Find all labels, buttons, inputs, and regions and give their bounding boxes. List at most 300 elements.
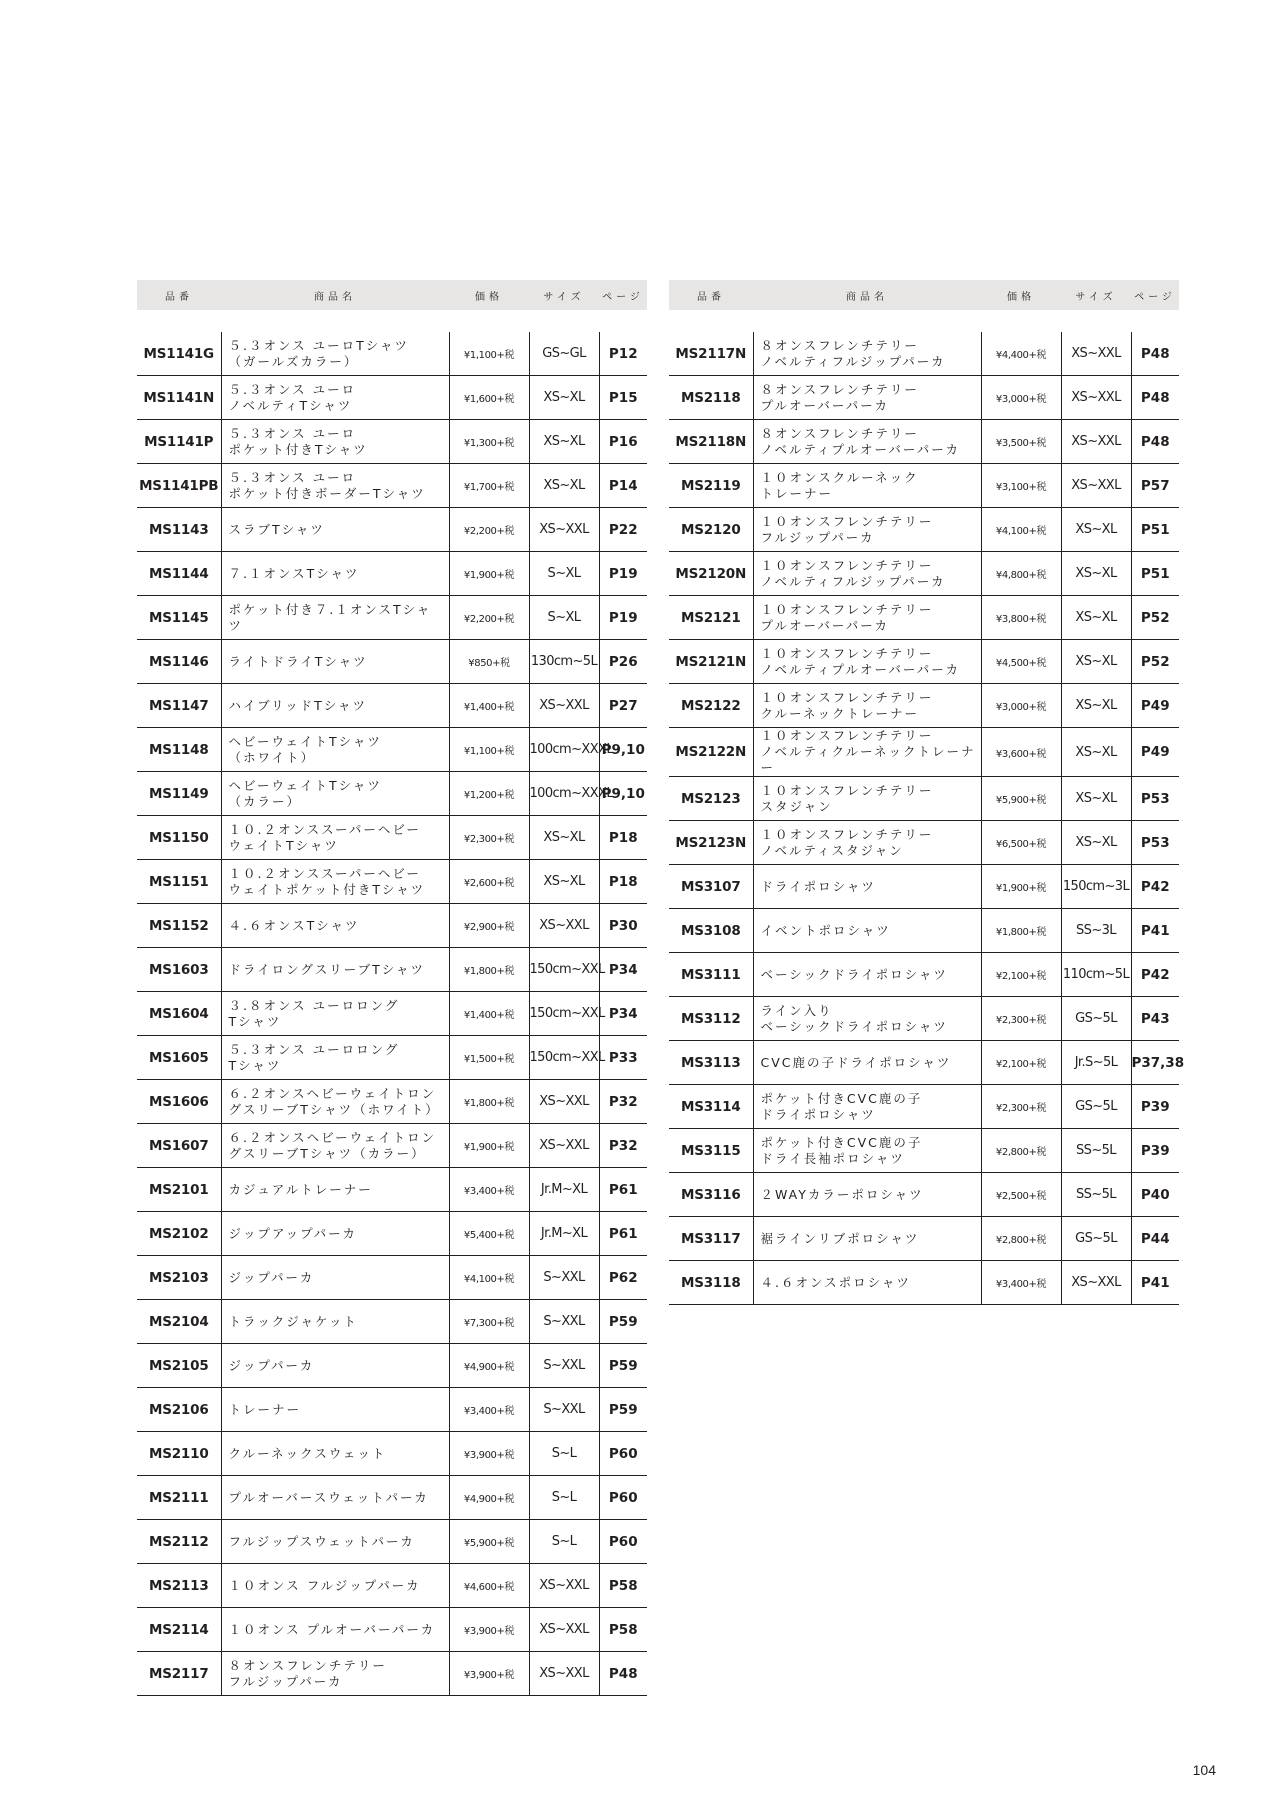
page-ref-cell: P48 [1131, 376, 1179, 420]
header-code: 品番 [137, 280, 221, 321]
price-cell: ¥1,500+税 [449, 1036, 529, 1080]
page-ref-cell: P60 [599, 1520, 647, 1564]
product-code-cell: MS3117 [669, 1217, 753, 1261]
product-name-cell: ポケット付き７.１オンスTシャ ツ [221, 596, 449, 640]
product-name-cell: ５.３オンス ユーロ ポケット付きTシャツ [221, 420, 449, 464]
page-ref-cell: P40 [1131, 1173, 1179, 1217]
product-name-cell: ポケット付きCVC鹿の子 ドライポロシャツ [753, 1085, 981, 1129]
product-code-cell: MS1607 [137, 1124, 221, 1168]
table-row [669, 865, 1179, 909]
size-cell: GS~5L [1061, 1217, 1131, 1261]
size-cell: XS~XL [1061, 777, 1131, 821]
price-cell: ¥1,900+税 [449, 1124, 529, 1168]
table-row [669, 953, 1179, 997]
table-row [669, 1217, 1179, 1261]
table-row [137, 321, 647, 376]
price-cell: ¥3,400+税 [981, 1261, 1061, 1305]
product-name-cell: ５.３オンス ユーロ ノベルティTシャツ [221, 376, 449, 420]
page-ref-cell: P22 [599, 508, 647, 552]
product-name-cell: カジュアルトレーナー [221, 1168, 449, 1212]
price-cell: ¥2,100+税 [981, 1041, 1061, 1085]
price-cell: ¥2,800+税 [981, 1129, 1061, 1173]
price-cell: ¥3,400+税 [449, 1168, 529, 1212]
price-cell: ¥3,500+税 [981, 420, 1061, 464]
table-row [137, 1300, 647, 1344]
product-code-cell: MS2103 [137, 1256, 221, 1300]
product-name-cell: ５.３オンス ユーロTシャツ （ガールズカラー） [221, 321, 449, 376]
price-cell: ¥5,400+税 [449, 1212, 529, 1256]
price-cell: ¥6,500+税 [981, 821, 1061, 865]
page-ref-cell: P44 [1131, 1217, 1179, 1261]
product-code-cell: MS1143 [137, 508, 221, 552]
product-name-cell: １０オンスフレンチテリー ノベルティクルーネックトレーナー [753, 728, 981, 777]
page-ref-cell: P52 [1131, 640, 1179, 684]
price-cell: ¥1,400+税 [449, 992, 529, 1036]
page-ref-cell: P42 [1131, 865, 1179, 909]
price-cell: ¥3,400+税 [449, 1388, 529, 1432]
product-code-cell: MS2104 [137, 1300, 221, 1344]
table-row [137, 596, 647, 640]
table-row [669, 552, 1179, 596]
page-ref-cell: P19 [599, 552, 647, 596]
price-cell: ¥3,000+税 [981, 376, 1061, 420]
product-code-cell: MS1604 [137, 992, 221, 1036]
price-cell: ¥2,300+税 [981, 1085, 1061, 1129]
product-name-cell: ６.２オンスヘビーウェイトロン グスリーブTシャツ（カラー） [221, 1124, 449, 1168]
product-name-cell: クルーネックスウェット [221, 1432, 449, 1476]
table-row [137, 1212, 647, 1256]
page-ref-cell: P41 [1131, 1261, 1179, 1305]
price-cell: ¥3,900+税 [449, 1608, 529, 1652]
table-row [137, 1432, 647, 1476]
header-price: 価格 [981, 280, 1061, 321]
product-name-cell: ライン入り ベーシックドライポロシャツ [753, 997, 981, 1041]
product-name-cell: トレーナー [221, 1388, 449, 1432]
product-name-cell: スラブTシャツ [221, 508, 449, 552]
page-ref-cell: P14 [599, 464, 647, 508]
product-name-cell: １０オンスクルーネック トレーナー [753, 464, 981, 508]
page-number: 104 [1192, 1762, 1216, 1778]
price-cell: ¥4,400+税 [981, 321, 1061, 376]
product-name-cell: ドライロングスリーブTシャツ [221, 948, 449, 992]
product-code-cell: MS2106 [137, 1388, 221, 1432]
table-row [669, 376, 1179, 420]
product-code-cell: MS2121 [669, 596, 753, 640]
product-code-cell: MS2118 [669, 376, 753, 420]
product-code-cell: MS2118N [669, 420, 753, 464]
page-ref-cell: P9,10 [599, 728, 647, 772]
table-row [137, 1344, 647, 1388]
size-cell: S~L [529, 1432, 599, 1476]
page-ref-cell: P39 [1131, 1129, 1179, 1173]
product-name-cell: ５.３オンス ユーロ ポケット付きボーダーTシャツ [221, 464, 449, 508]
product-code-cell: MS3115 [669, 1129, 753, 1173]
size-cell: XS~XXL [1061, 464, 1131, 508]
product-name-cell: ベーシックドライポロシャツ [753, 953, 981, 997]
price-cell: ¥1,900+税 [981, 865, 1061, 909]
table-row [669, 1041, 1179, 1085]
page-ref-cell: P34 [599, 948, 647, 992]
price-cell: ¥2,500+税 [981, 1173, 1061, 1217]
table-row [137, 464, 647, 508]
product-code-cell: MS1149 [137, 772, 221, 816]
size-cell: XS~XL [529, 464, 599, 508]
size-cell: XS~XL [1061, 640, 1131, 684]
price-cell: ¥4,500+税 [981, 640, 1061, 684]
product-name-cell: ヘビーウェイトTシャツ （カラー） [221, 772, 449, 816]
product-code-cell: MS2105 [137, 1344, 221, 1388]
product-code-cell: MS1144 [137, 552, 221, 596]
page-ref-cell: P61 [599, 1168, 647, 1212]
size-cell: Jr.M~XL [529, 1168, 599, 1212]
product-table-left [137, 280, 647, 1696]
size-cell: S~XL [529, 552, 599, 596]
size-cell: GS~5L [1061, 1085, 1131, 1129]
product-code-cell: MS3114 [669, 1085, 753, 1129]
price-cell: ¥3,600+税 [981, 728, 1061, 777]
product-code-cell: MS1141PB [137, 464, 221, 508]
page-ref-cell: P32 [599, 1080, 647, 1124]
price-cell: ¥4,800+税 [981, 552, 1061, 596]
price-cell: ¥2,100+税 [981, 953, 1061, 997]
page-ref-cell: P18 [599, 816, 647, 860]
page-ref-cell: P59 [599, 1388, 647, 1432]
size-cell: S~XXL [529, 1256, 599, 1300]
price-cell: ¥2,800+税 [981, 1217, 1061, 1261]
price-cell: ¥3,900+税 [449, 1652, 529, 1696]
product-code-cell: MS1141N [137, 376, 221, 420]
product-name-cell: ２WAYカラーポロシャツ [753, 1173, 981, 1217]
product-code-cell: MS1147 [137, 684, 221, 728]
product-code-cell: MS1606 [137, 1080, 221, 1124]
size-cell: XS~XL [529, 816, 599, 860]
product-name-cell: 裾ラインリブポロシャツ [753, 1217, 981, 1261]
product-name-cell: ８オンスフレンチテリー ノベルティフルジップパーカ [753, 321, 981, 376]
table-row [669, 1173, 1179, 1217]
product-code-cell: MS2114 [137, 1608, 221, 1652]
product-name-cell: ５.３オンス ユーロロング Tシャツ [221, 1036, 449, 1080]
price-cell: ¥3,800+税 [981, 596, 1061, 640]
product-name-cell: １０オンス プルオーバーパーカ [221, 1608, 449, 1652]
size-cell: XS~XL [1061, 552, 1131, 596]
product-code-cell: MS3113 [669, 1041, 753, 1085]
page-ref-cell: P60 [599, 1432, 647, 1476]
header-price: 価格 [449, 280, 529, 321]
page-ref-cell: P34 [599, 992, 647, 1036]
page-ref-cell: P52 [1131, 596, 1179, 640]
price-cell: ¥1,100+税 [449, 321, 529, 376]
table-row [137, 376, 647, 420]
product-code-cell: MS2123N [669, 821, 753, 865]
size-cell: GS~GL [529, 321, 599, 376]
product-name-cell: ４.６オンスポロシャツ [753, 1261, 981, 1305]
page-ref-cell: P16 [599, 420, 647, 464]
product-name-cell: イベントポロシャツ [753, 909, 981, 953]
header-size: サイズ [1061, 280, 1131, 321]
product-name-cell: ８オンスフレンチテリー フルジップパーカ [221, 1652, 449, 1696]
page-ref-cell: P48 [1131, 420, 1179, 464]
header-code: 品番 [669, 280, 753, 321]
table-row [669, 909, 1179, 953]
size-cell: XS~XL [529, 860, 599, 904]
product-code-cell: MS2119 [669, 464, 753, 508]
price-cell: ¥3,000+税 [981, 684, 1061, 728]
product-code-cell: MS3112 [669, 997, 753, 1041]
page-ref-cell: P41 [1131, 909, 1179, 953]
price-cell: ¥850+税 [449, 640, 529, 684]
page-ref-cell: P51 [1131, 508, 1179, 552]
price-cell: ¥1,800+税 [449, 948, 529, 992]
product-name-cell: プルオーバースウェットパーカ [221, 1476, 449, 1520]
page-ref-cell: P61 [599, 1212, 647, 1256]
price-cell: ¥4,100+税 [981, 508, 1061, 552]
size-cell: 150cm~3L [1061, 865, 1131, 909]
product-name-cell: ドライポロシャツ [753, 865, 981, 909]
size-cell: XS~XXL [1061, 1261, 1131, 1305]
header-name: 商品名 [221, 280, 449, 321]
size-cell: XS~XL [1061, 821, 1131, 865]
size-cell: SS~3L [1061, 909, 1131, 953]
product-code-cell: MS3107 [669, 865, 753, 909]
price-cell: ¥1,200+税 [449, 772, 529, 816]
product-name-cell: ジップアップパーカ [221, 1212, 449, 1256]
product-code-cell: MS3116 [669, 1173, 753, 1217]
product-code-cell: MS1605 [137, 1036, 221, 1080]
page-ref-cell: P15 [599, 376, 647, 420]
product-name-cell: １０オンスフレンチテリー ノベルティプルオーバーパーカ [753, 640, 981, 684]
product-name-cell: １０オンスフレンチテリー プルオーバーパーカ [753, 596, 981, 640]
size-cell: XS~XL [1061, 684, 1131, 728]
table-row [669, 777, 1179, 821]
product-code-cell: MS2122 [669, 684, 753, 728]
table-row [137, 420, 647, 464]
size-cell: 130cm~5L [529, 640, 599, 684]
product-name-cell: １０.２オンススーパーヘビー ウェイトポケット付きTシャツ [221, 860, 449, 904]
table-row [669, 596, 1179, 640]
table-row [137, 816, 647, 860]
price-cell: ¥4,600+税 [449, 1564, 529, 1608]
table-row [137, 1124, 647, 1168]
product-code-cell: MS2123 [669, 777, 753, 821]
product-code-cell: MS2117 [137, 1652, 221, 1696]
page-ref-cell: P39 [1131, 1085, 1179, 1129]
size-cell: 110cm~5L [1061, 953, 1131, 997]
product-code-cell: MS2102 [137, 1212, 221, 1256]
page-ref-cell: P49 [1131, 728, 1179, 777]
product-code-cell: MS2112 [137, 1520, 221, 1564]
price-cell: ¥1,600+税 [449, 376, 529, 420]
product-code-cell: MS2101 [137, 1168, 221, 1212]
size-cell: XS~XXL [529, 1080, 599, 1124]
table-header-row [669, 280, 1179, 321]
price-cell: ¥5,900+税 [449, 1520, 529, 1564]
product-name-cell: ライトドライTシャツ [221, 640, 449, 684]
size-cell: 150cm~XXL [529, 1036, 599, 1080]
size-cell: XS~XL [529, 376, 599, 420]
size-cell: S~XXL [529, 1300, 599, 1344]
table-row [137, 904, 647, 948]
price-cell: ¥2,600+税 [449, 860, 529, 904]
header-name: 商品名 [753, 280, 981, 321]
size-cell: XS~XXL [529, 1564, 599, 1608]
table-row [137, 640, 647, 684]
table-row [137, 1564, 647, 1608]
size-cell: XS~XXL [529, 1124, 599, 1168]
table-row [137, 992, 647, 1036]
product-code-cell: MS1148 [137, 728, 221, 772]
size-cell: 150cm~XXL [529, 992, 599, 1036]
product-code-cell: MS2121N [669, 640, 753, 684]
size-cell: S~XL [529, 596, 599, 640]
size-cell: XS~XXL [1061, 321, 1131, 376]
price-cell: ¥2,300+税 [449, 816, 529, 860]
product-name-cell: ３.８オンス ユーロロング Tシャツ [221, 992, 449, 1036]
product-code-cell: MS2120N [669, 552, 753, 596]
price-cell: ¥4,900+税 [449, 1476, 529, 1520]
price-cell: ¥7,300+税 [449, 1300, 529, 1344]
product-name-cell: １０オンスフレンチテリー スタジャン [753, 777, 981, 821]
product-name-cell: ジップパーカ [221, 1344, 449, 1388]
table-row [137, 1608, 647, 1652]
product-code-cell: MS2110 [137, 1432, 221, 1476]
table-row [137, 684, 647, 728]
header-size: サイズ [529, 280, 599, 321]
product-name-cell: ７.１オンスTシャツ [221, 552, 449, 596]
table-row [137, 948, 647, 992]
size-cell: SS~5L [1061, 1173, 1131, 1217]
table-row [137, 1256, 647, 1300]
product-name-cell: １０オンスフレンチテリー クルーネックトレーナー [753, 684, 981, 728]
size-cell: XS~XXL [529, 684, 599, 728]
page-ref-cell: P59 [599, 1344, 647, 1388]
table-row [137, 1476, 647, 1520]
size-cell: 150cm~XXL [529, 948, 599, 992]
price-cell: ¥2,200+税 [449, 508, 529, 552]
price-cell: ¥4,900+税 [449, 1344, 529, 1388]
size-cell: GS~5L [1061, 997, 1131, 1041]
page-ref-cell: P30 [599, 904, 647, 948]
product-name-cell: １０オンスフレンチテリー ノベルティスタジャン [753, 821, 981, 865]
size-cell: XS~XXL [529, 508, 599, 552]
product-table-right [669, 280, 1185, 1305]
table-row [669, 464, 1179, 508]
table-row [669, 728, 1179, 777]
size-cell: XS~XXL [1061, 420, 1131, 464]
size-cell: XS~XXL [529, 904, 599, 948]
page-ref-cell: P51 [1131, 552, 1179, 596]
table-row [137, 728, 647, 772]
table-row [669, 321, 1179, 376]
product-name-cell: １０オンスフレンチテリー ノベルティフルジップパーカ [753, 552, 981, 596]
size-cell: 100cm~XXXL [529, 728, 599, 772]
price-cell: ¥3,900+税 [449, 1432, 529, 1476]
price-cell: ¥1,300+税 [449, 420, 529, 464]
price-cell: ¥3,100+税 [981, 464, 1061, 508]
product-code-cell: MS3118 [669, 1261, 753, 1305]
table-row [669, 1085, 1179, 1129]
product-code-cell: MS1151 [137, 860, 221, 904]
table-row [137, 772, 647, 816]
product-name-cell: ４.６オンスTシャツ [221, 904, 449, 948]
table-row [137, 1036, 647, 1080]
page-ref-cell: P62 [599, 1256, 647, 1300]
product-name-cell: トラックジャケット [221, 1300, 449, 1344]
product-code-cell: MS1145 [137, 596, 221, 640]
size-cell: Jr.S~5L [1061, 1041, 1131, 1085]
table-row [669, 508, 1179, 552]
table-row [137, 552, 647, 596]
page-ref-cell: P42 [1131, 953, 1179, 997]
header-page: ページ [599, 280, 647, 321]
size-cell: XS~XXL [1061, 376, 1131, 420]
page-ref-cell: P37,38 [1131, 1041, 1179, 1085]
price-cell: ¥1,700+税 [449, 464, 529, 508]
header-page: ページ [1131, 280, 1179, 321]
product-code-cell: MS1141G [137, 321, 221, 376]
product-code-cell: MS1152 [137, 904, 221, 948]
product-code-cell: MS2122N [669, 728, 753, 777]
page-ref-cell: P19 [599, 596, 647, 640]
table-row [137, 1168, 647, 1212]
product-name-cell: CVC鹿の子ドライポロシャツ [753, 1041, 981, 1085]
table-header-row [137, 280, 647, 321]
table-row [137, 1080, 647, 1124]
table-row [137, 508, 647, 552]
product-code-cell: MS1146 [137, 640, 221, 684]
size-cell: S~XXL [529, 1388, 599, 1432]
price-cell: ¥1,800+税 [449, 1080, 529, 1124]
product-name-cell: ８オンスフレンチテリー ノベルティプルオーバーパーカ [753, 420, 981, 464]
product-name-cell: ハイブリッドTシャツ [221, 684, 449, 728]
size-cell: XS~XL [1061, 596, 1131, 640]
table-row [669, 640, 1179, 684]
product-code-cell: MS1150 [137, 816, 221, 860]
table-row [669, 821, 1179, 865]
page-ref-cell: P58 [599, 1564, 647, 1608]
size-cell: SS~5L [1061, 1129, 1131, 1173]
product-name-cell: ヘビーウェイトTシャツ （ホワイト） [221, 728, 449, 772]
product-code-cell: MS2120 [669, 508, 753, 552]
size-cell: Jr.M~XL [529, 1212, 599, 1256]
table-row [669, 1129, 1179, 1173]
price-cell: ¥1,400+税 [449, 684, 529, 728]
page-ref-cell: P49 [1131, 684, 1179, 728]
page-ref-cell: P53 [1131, 777, 1179, 821]
page-ref-cell: P18 [599, 860, 647, 904]
size-cell: XS~XL [1061, 728, 1131, 777]
size-cell: S~XXL [529, 1344, 599, 1388]
product-code-cell: MS3108 [669, 909, 753, 953]
page-ref-cell: P48 [1131, 321, 1179, 376]
page-ref-cell: P12 [599, 321, 647, 376]
size-cell: XS~XL [1061, 508, 1131, 552]
page-ref-cell: P53 [1131, 821, 1179, 865]
table-row [669, 997, 1179, 1041]
page-ref-cell: P43 [1131, 997, 1179, 1041]
table-row [137, 860, 647, 904]
product-code-cell: MS2111 [137, 1476, 221, 1520]
size-cell: S~L [529, 1476, 599, 1520]
product-code-cell: MS1141P [137, 420, 221, 464]
product-name-cell: ８オンスフレンチテリー プルオーバーパーカ [753, 376, 981, 420]
table-row [669, 1261, 1179, 1305]
size-cell: XS~XXL [529, 1652, 599, 1696]
price-cell: ¥2,900+税 [449, 904, 529, 948]
product-name-cell: フルジップスウェットパーカ [221, 1520, 449, 1564]
product-name-cell: １０.２オンススーパーヘビー ウェイトTシャツ [221, 816, 449, 860]
page-ref-cell: P33 [599, 1036, 647, 1080]
product-name-cell: １０オンスフレンチテリー フルジップパーカ [753, 508, 981, 552]
